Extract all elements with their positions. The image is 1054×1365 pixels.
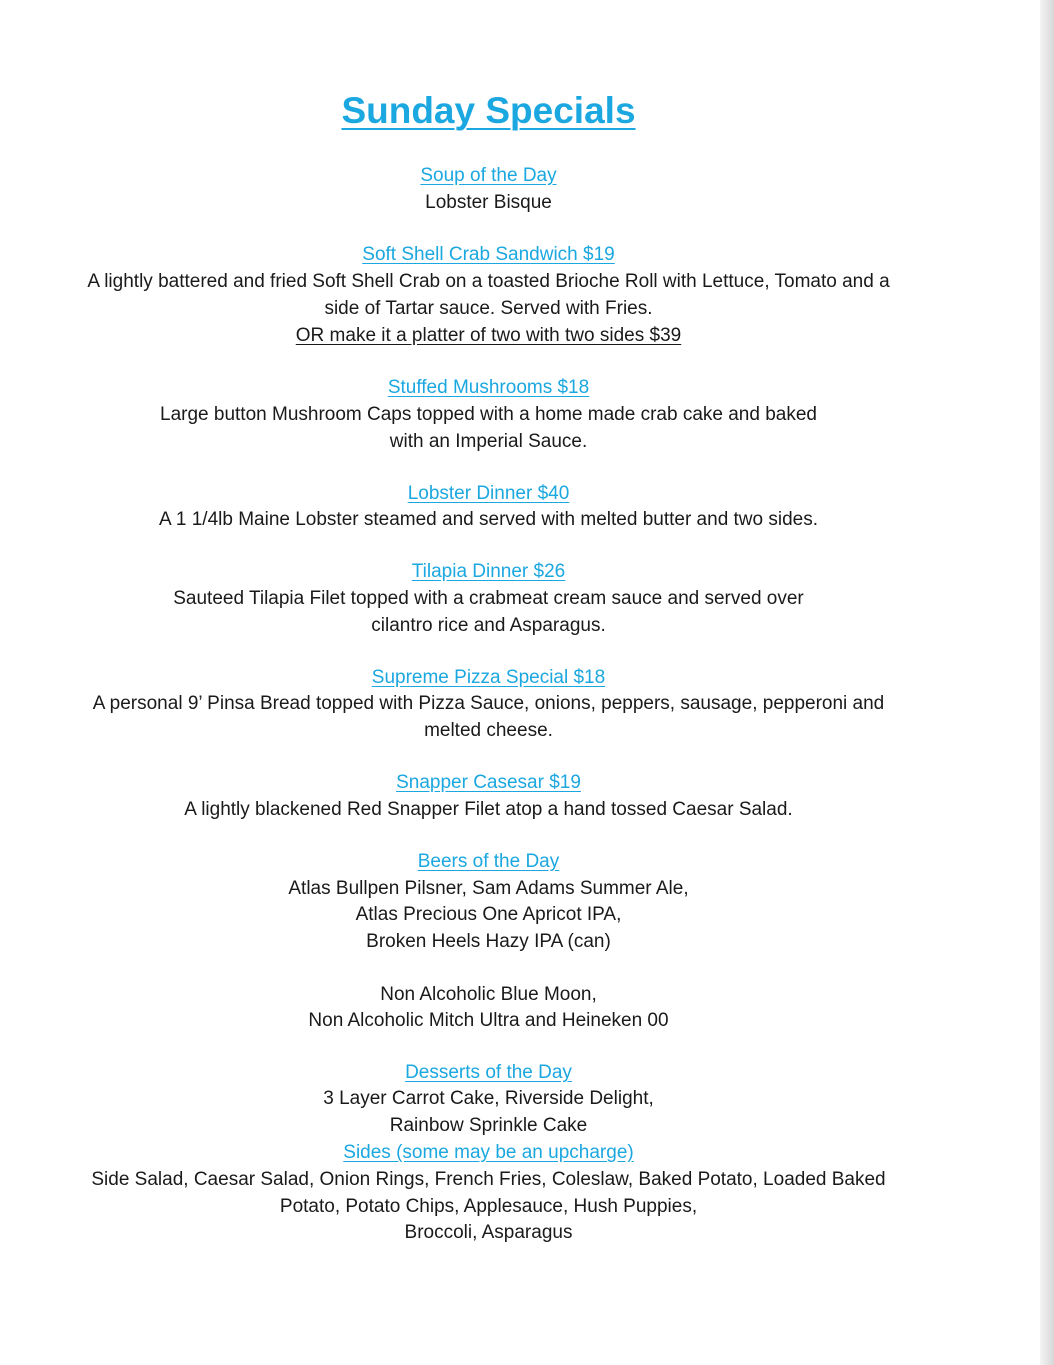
tilapia-heading: Tilapia Dinner $26	[411, 561, 566, 582]
desserts-line-1: 3 Layer Carrot Cake, Riverside Delight,	[323, 1088, 654, 1109]
sides-heading: Sides (some may be an upcharge)	[343, 1142, 634, 1163]
snapper-heading: Snapper Casesar $19	[396, 772, 581, 793]
sides-line-2: Potato, Potato Chips, Applesauce, Hush Puppies,	[279, 1196, 698, 1217]
snapper-description: A lightly blackened Red Snapper Filet atop a hand tossed Caesar Salad.	[184, 799, 793, 820]
sides-line-1: Side Salad, Caesar Salad, Onion Rings, French Fries, Coleslaw, Baked Potato, Loaded Baked	[91, 1169, 886, 1190]
page-edge-shadow	[1040, 0, 1054, 1365]
beers-heading: Beers of the Day	[417, 851, 560, 872]
crab-platter-option: OR make it a platter of two with two sides $39	[295, 325, 682, 346]
mushrooms-description-line-2: with an Imperial Sauce.	[389, 431, 588, 452]
desserts-heading: Desserts of the Day	[405, 1062, 572, 1083]
soup-text: Lobster Bisque	[425, 192, 552, 213]
tilapia-description-line-2: cilantro rice and Asparagus.	[371, 615, 606, 636]
mushrooms-heading: Stuffed Mushrooms $18	[387, 377, 590, 398]
sides-line-3: Broccoli, Asparagus	[404, 1222, 573, 1243]
lobster-heading: Lobster Dinner $40	[407, 483, 570, 504]
beer-list-line-1: Atlas Bullpen Pilsner, Sam Adams Summer Ale,	[288, 878, 689, 899]
soup-heading: Soup of the Day	[420, 165, 557, 186]
non-alcoholic-line-2: Non Alcoholic Mitch Ultra and Heineken 00	[308, 1010, 669, 1031]
beer-list-line-3: Broken Heels Hazy IPA (can)	[366, 931, 611, 952]
crab-description-line-1: A lightly battered and fried Soft Shell Crab on a toasted Brioche Roll with Lettuce, Tomato and a	[87, 271, 890, 292]
beer-list-line-2: Atlas Precious One Apricot IPA,	[355, 904, 622, 925]
pizza-heading: Supreme Pizza Special $18	[371, 667, 606, 688]
page-title: Sunday Specials	[341, 90, 636, 131]
crab-description-line-2: side of Tartar sauce. Served with Fries.	[324, 298, 653, 319]
mushrooms-description-line-1: Large button Mushroom Caps topped with a home made crab cake and baked	[160, 404, 817, 425]
lobster-description: A 1 1/4lb Maine Lobster steamed and served with melted butter and two sides.	[158, 509, 819, 530]
pizza-description-line-1: A personal 9’ Pinsa Bread topped with Pizza Sauce, onions, peppers, sausage, pepperoni and	[92, 693, 885, 714]
pizza-description-line-2: melted cheese.	[424, 720, 553, 741]
desserts-line-2: Rainbow Sprinkle Cake	[389, 1115, 588, 1136]
crab-heading: Soft Shell Crab Sandwich $19	[362, 244, 615, 265]
tilapia-description-line-1: Sauteed Tilapia Filet topped with a crabmeat cream sauce and served over	[173, 588, 804, 609]
non-alcoholic-line-1: Non Alcoholic Blue Moon,	[380, 984, 597, 1005]
